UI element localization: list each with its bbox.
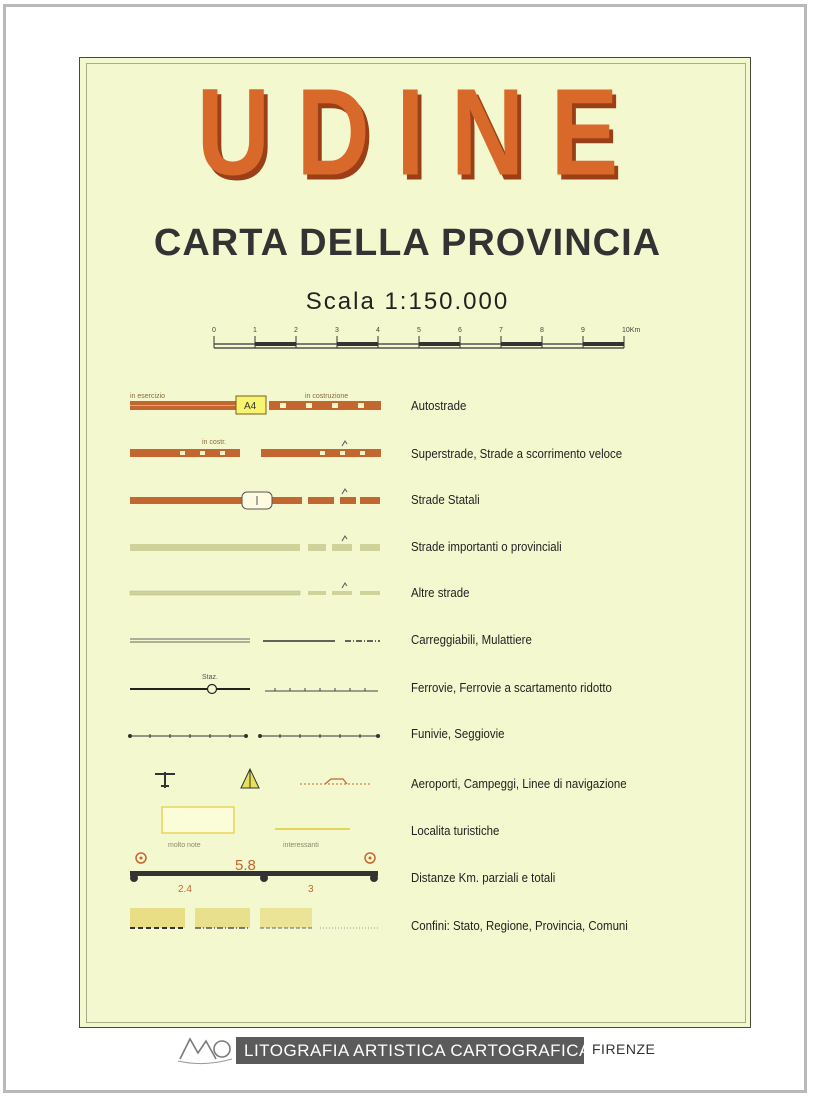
legend-row-airport-camping	[0, 764, 815, 798]
legend-row-expressway	[0, 438, 815, 472]
railway-symbol	[120, 671, 390, 705]
legend-label-expressway: Superstrade, Strade a scorrimento veloce	[411, 446, 623, 461]
airport-camping-ferry-symbol	[120, 764, 390, 798]
legend-row-other-road	[0, 577, 815, 611]
other-road-symbol	[120, 577, 390, 611]
legend-row-provincial-road	[0, 531, 815, 565]
track-symbol	[120, 624, 390, 658]
motorway-note-left: in esercizio	[130, 393, 166, 400]
scale-tick-label: 5	[417, 327, 421, 334]
scale-tick-label: 1	[253, 327, 257, 334]
airport-icon	[155, 772, 175, 788]
legend-label-boundary: Confini: Stato, Regione, Provincia, Comuni	[411, 918, 628, 933]
scale-tick-label: 3	[335, 327, 339, 334]
expressway-symbol	[120, 438, 390, 472]
distance-part-1: 2.4	[178, 884, 192, 895]
expressway-note: in costr.	[202, 439, 227, 446]
scale-tick-label: 10Km	[622, 327, 641, 334]
legend-label-other-road: Altre strade	[411, 585, 470, 600]
distance-part-2: 3	[308, 884, 314, 895]
legend-row-state-road	[0, 484, 815, 518]
scale-tick-label: 2	[294, 327, 298, 334]
motorway-badge: A4	[244, 401, 257, 412]
scale-tick-label: 4	[376, 327, 380, 334]
legend-label-tourist-area: Localita turistiche	[411, 823, 500, 838]
distance-total: 5.8	[235, 857, 256, 874]
tourist-area-symbol	[120, 805, 390, 851]
legend-row-cableway	[0, 718, 815, 752]
cableway-symbol	[120, 718, 390, 752]
ferry-line-icon	[300, 779, 370, 784]
tourist-note-right: interessanti	[283, 842, 319, 849]
legend-label-state-road: Strade Statali	[411, 492, 480, 507]
distance-symbol	[120, 850, 390, 896]
motorway-note-right: in costruzione	[305, 393, 349, 400]
legend-row-track	[0, 624, 815, 658]
legend-row-railway	[0, 671, 815, 705]
legend-label-railway: Ferrovie, Ferrovie a scartamento ridotto	[411, 680, 612, 695]
legend-label-airport-camping: Aeroporti, Campeggi, Linee di navigazione	[411, 776, 627, 791]
map-subtitle: CARTA DELLA PROVINCIA	[153, 222, 662, 264]
tourist-note-left: molto note	[168, 842, 201, 849]
motorway-symbol	[120, 392, 390, 426]
scale-tick-label: 7	[499, 327, 503, 334]
legend-row-boundary	[0, 902, 815, 936]
legend-label-cableway: Funivie, Seggiovie	[411, 726, 505, 741]
scale-tick-label: 8	[540, 327, 544, 334]
state-road-symbol	[120, 484, 390, 518]
legend-row-distance	[0, 850, 815, 895]
camping-icon	[241, 769, 259, 788]
legend-label-track: Carreggiabili, Mulattiere	[411, 632, 532, 647]
boundary-symbol	[120, 902, 390, 942]
publisher-city: FIRENZE	[592, 1041, 656, 1057]
scale-label: Scala 1:150.000	[305, 288, 510, 315]
legend-label-distance: Distanze Km. parziali e totali	[411, 870, 556, 885]
legend-row-tourist-area	[0, 805, 815, 849]
scale-tick-label: 6	[458, 327, 462, 334]
provincial-road-symbol	[120, 531, 390, 565]
legend-label-provincial-road: Strade importanti o provinciali	[411, 539, 562, 554]
scale-tick-label: 0	[212, 327, 216, 334]
legend-label-motorway: Autostrade	[411, 398, 467, 413]
publisher-name: LITOGRAFIA ARTISTICA CARTOGRAFICA	[236, 1037, 584, 1064]
publisher-logo	[176, 1033, 234, 1065]
railway-station-note: Staz.	[202, 674, 218, 681]
scale-tick-label: 9	[581, 327, 585, 334]
legend-row-motorway	[0, 392, 815, 426]
scale-bar	[210, 322, 641, 354]
map-title: UDINE	[196, 62, 645, 202]
